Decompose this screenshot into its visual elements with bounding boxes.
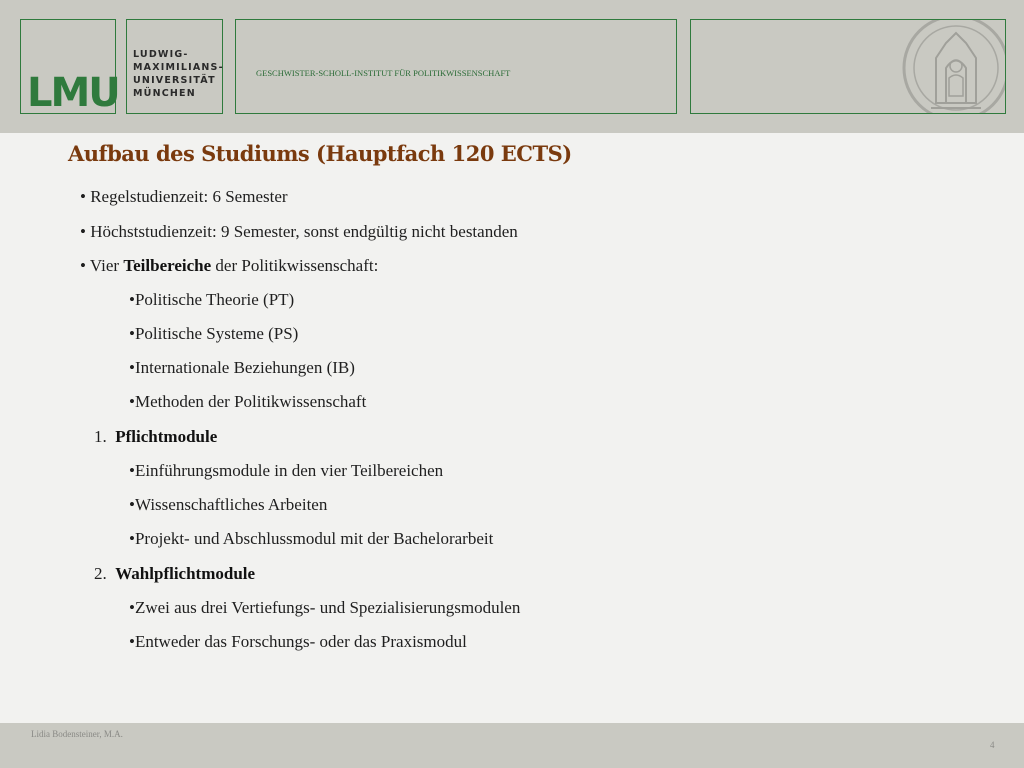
list-item: •Politische Theorie (PT)	[129, 290, 295, 309]
seal-box	[690, 19, 1006, 114]
list-item: •Methoden der Politikwissenschaft	[129, 392, 367, 411]
list-item: •Zwei aus drei Vertiefungs- und Spezialisierungsmodulen	[129, 598, 521, 617]
slide-title: Aufbau des Studiums (Hauptfach 120 ECTS)	[68, 141, 572, 166]
teilbereiche-emphasis: Teilbereiche	[123, 256, 212, 275]
list-item: •Entweder das Forschungs- oder das Praxismodul	[129, 632, 467, 651]
lmu-logo-box	[20, 19, 119, 116]
bullet-teilbereiche: • Vier Teilbereiche der Politikwissenschaft:	[80, 256, 379, 275]
institute-box	[235, 19, 677, 114]
list-item: •Politische Systeme (PS)	[129, 324, 299, 343]
list-item: •Einführungsmodule in den vier Teilbereichen	[129, 461, 444, 480]
lmu-logo: LMU	[27, 70, 119, 116]
section-wahlpflichtmodule: 2. Wahlpflichtmodule	[94, 564, 256, 583]
bullet-regelstudienzeit: • Regelstudienzeit: 6 Semester	[80, 187, 288, 206]
institute-name: GESCHWISTER-SCHOLL-INSTITUT FÜR POLITIKWISSENSCHAFT	[256, 68, 511, 78]
university-name: LUDWIG- MAXIMILIANS- UNIVERSITÄT MÜNCHEN	[133, 49, 224, 99]
university-seal-icon	[901, 19, 1006, 114]
list-item: •Wissenschaftliches Arbeiten	[129, 495, 328, 514]
list-item: •Internationale Beziehungen (IB)	[129, 358, 355, 377]
section-pflichtmodule: 1. Pflichtmodule	[94, 427, 218, 446]
page-number: 4	[990, 740, 995, 750]
university-name-box	[126, 19, 223, 114]
list-item: •Projekt- und Abschlussmodul mit der Bachelorarbeit	[129, 529, 494, 548]
footer-author: Lidia Bodensteiner, M.A.	[31, 729, 123, 739]
header-banner	[0, 0, 1024, 133]
footer-bar	[0, 723, 1024, 768]
bullet-hoechststudienzeit: • Höchststudienzeit: 9 Semester, sonst endgültig nicht bestanden	[80, 222, 518, 241]
